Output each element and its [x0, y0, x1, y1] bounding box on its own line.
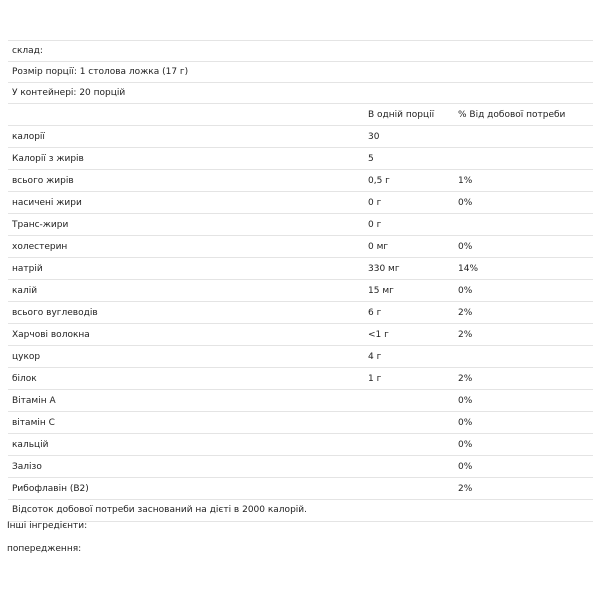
nutrient-name: калорії: [8, 126, 368, 148]
nutrient-name: всього вуглеводів: [8, 302, 368, 324]
nutrient-amount: 0,5 г: [368, 170, 458, 192]
table-row: [8, 302, 593, 324]
nutrient-amount: [368, 456, 458, 478]
nutrient-amount: [368, 412, 458, 434]
table-row: [8, 236, 593, 258]
nutrient-daily-value: 0%: [458, 236, 593, 258]
table-row: [8, 214, 593, 236]
nutrient-daily-value: 0%: [458, 192, 593, 214]
table-row: [8, 478, 593, 500]
nutrient-name: всього жирів: [8, 170, 368, 192]
table-header-row: [8, 104, 593, 126]
nutrient-amount: 30: [368, 126, 458, 148]
nutrient-daily-value: [458, 346, 593, 368]
table-row: [8, 368, 593, 390]
table-row: [8, 434, 593, 456]
nutrient-name: насичені жири: [8, 192, 368, 214]
table-row: [8, 126, 593, 148]
nutrition-table: [8, 103, 593, 500]
nutrient-daily-value: 0%: [458, 280, 593, 302]
nutrient-name: білок: [8, 368, 368, 390]
table-row: [8, 148, 593, 170]
header-name: [8, 104, 368, 126]
nutrient-name: кальцій: [8, 434, 368, 456]
nutrient-daily-value: 0%: [458, 412, 593, 434]
table-row: [8, 192, 593, 214]
table-row: [8, 324, 593, 346]
nutrient-name: натрій: [8, 258, 368, 280]
header-per-serving: В одній порції: [368, 104, 458, 126]
table-row: [8, 170, 593, 192]
nutrient-daily-value: 2%: [458, 324, 593, 346]
nutrient-daily-value: [458, 148, 593, 170]
table-row: [8, 412, 593, 434]
nutrient-amount: 4 г: [368, 346, 458, 368]
nutrient-daily-value: 14%: [458, 258, 593, 280]
nutrient-amount: 0 г: [368, 214, 458, 236]
nutrient-amount: 330 мг: [368, 258, 458, 280]
warnings-label: попередження:: [7, 544, 82, 554]
nutrient-name: Харчові волокна: [8, 324, 368, 346]
composition-label: склад:: [8, 40, 593, 61]
nutrient-amount: 1 г: [368, 368, 458, 390]
nutrition-panel: [8, 40, 593, 522]
nutrient-daily-value: [458, 214, 593, 236]
nutrient-amount: <1 г: [368, 324, 458, 346]
nutrient-daily-value: 0%: [458, 434, 593, 456]
nutrient-name: Калорії з жирів: [8, 148, 368, 170]
header-daily-value: % Від добової потреби: [458, 104, 593, 126]
nutrient-daily-value: 2%: [458, 302, 593, 324]
nutrient-name: Рибофлавін (B2): [8, 478, 368, 500]
table-row: [8, 456, 593, 478]
nutrient-amount: [368, 478, 458, 500]
daily-value-footnote: Відсоток добової потреби заснований на дієті в 2000 калорій.: [8, 500, 593, 522]
nutrient-daily-value: 2%: [458, 368, 593, 390]
nutrient-amount: 15 мг: [368, 280, 458, 302]
nutrient-name: Вітамін А: [8, 390, 368, 412]
nutrient-amount: 0 г: [368, 192, 458, 214]
nutrient-daily-value: 2%: [458, 478, 593, 500]
nutrient-amount: 5: [368, 148, 458, 170]
table-row: [8, 258, 593, 280]
nutrient-daily-value: 1%: [458, 170, 593, 192]
nutrient-name: калій: [8, 280, 368, 302]
nutrient-amount: [368, 434, 458, 456]
nutrient-name: холестерин: [8, 236, 368, 258]
table-row: [8, 346, 593, 368]
servings-per-container: У контейнері: 20 порцій: [8, 82, 593, 103]
nutrient-daily-value: [458, 126, 593, 148]
nutrient-name: цукор: [8, 346, 368, 368]
nutrient-amount: [368, 390, 458, 412]
table-row: [8, 280, 593, 302]
nutrient-name: вітамін С: [8, 412, 368, 434]
table-row: [8, 390, 593, 412]
nutrient-daily-value: 0%: [458, 390, 593, 412]
nutrient-name: Залізо: [8, 456, 368, 478]
nutrient-name: Транс-жири: [8, 214, 368, 236]
serving-size: Розмір порції: 1 столова ложка (17 г): [8, 61, 593, 82]
nutrient-amount: 6 г: [368, 302, 458, 324]
nutrient-daily-value: 0%: [458, 456, 593, 478]
other-ingredients-label: Інші інгредієнти:: [7, 521, 88, 531]
nutrient-amount: 0 мг: [368, 236, 458, 258]
